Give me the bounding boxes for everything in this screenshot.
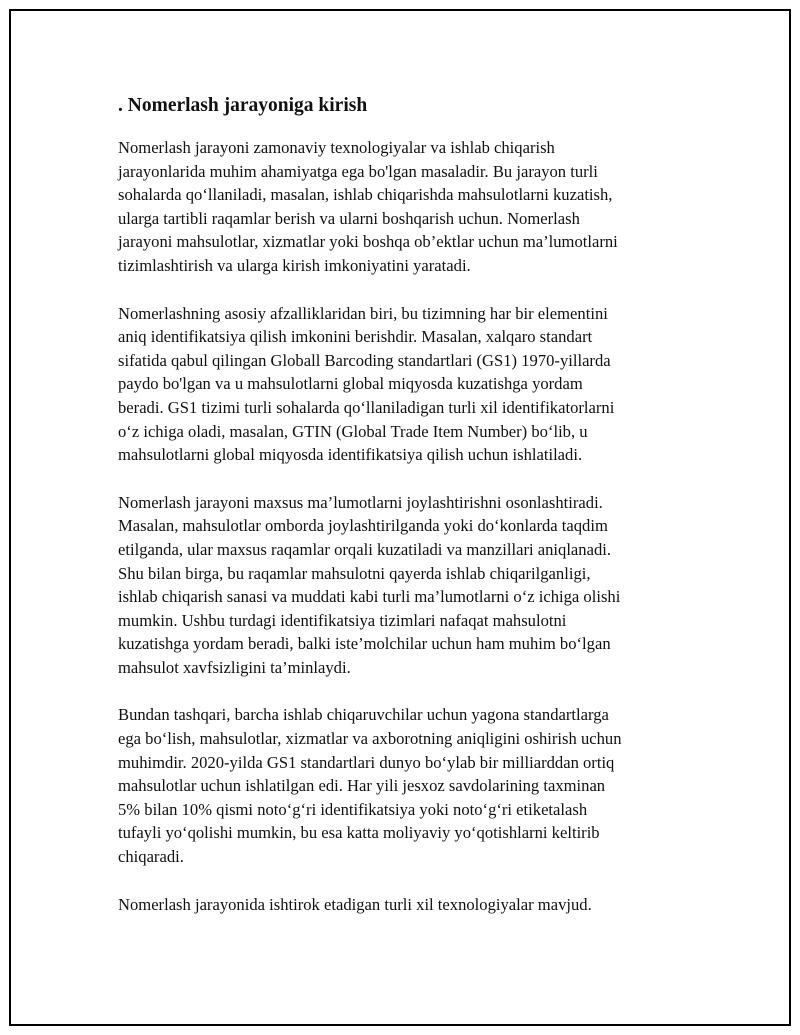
paragraph-1 [118,136,678,278]
text-line: Shu bilan birga, bu raqamlar mahsulotni qayerda ishlab chiqarilganligi, [118,563,591,583]
text-line: jarayonlarida muhim ahamiyatga ega bo'lgan masaladir. Bu jarayon turli [118,161,598,181]
text-line: Bundan tashqari, barcha ishlab chiqaruvchilar uchun yagona standartlarga [118,705,609,725]
text-line: chiqaradi. [118,847,184,867]
section-heading: . Nomerlash jarayoniga kirish [118,95,368,116]
paragraph-5 [118,893,678,917]
paragraph-4 [118,703,678,868]
text-line: etilganda, ular maxsus raqamlar orqali kuzatiladi va manzillari aniqlanadi. [118,539,612,559]
text-line: mahsulotlar uchun ishlatilgan edi. Har yili jesxoz savdolarining taxminan [118,776,606,796]
text-line: aniq identifikatsiya qilish imkonini berishdir. Masalan, xalqaro standart [118,327,593,347]
text-line: ega bo‘lish, mahsulotlar, xizmatlar va axborotning aniqligini oshirish uchun [118,729,622,749]
paragraph-2 [118,302,678,467]
text-line: sifatida qabul qilingan Globall Barcoding standartlari (GS1) 1970-yillarda [118,350,611,370]
text-line: kuzatishga yordam beradi, balki iste’molchilar uchun ham muhim bo‘lgan [118,634,611,654]
text-line: mumkin. Ushbu turdagi identifikatsiya tizimlari nafaqat mahsulotni [118,610,567,630]
text-line: mahsulot xavfsizligini ta’minlaydi. [118,657,351,677]
document-body [118,94,678,940]
text-line: sohalarda qo‘llaniladi, masalan, ishlab chiqarishda mahsulotlarni kuzatish, [118,185,613,205]
paragraph-3 [118,491,678,680]
text-line: paydo bo'lgan va u mahsulotlarni global miqyosda kuzatishga yordam [118,374,583,394]
text-line: Masalan, mahsulotlar omborda joylashtirilganda yoki do‘konlarda taqdim [118,516,608,536]
text-line: muhimdir. 2020-yilda GS1 standartlari dunyo bo‘ylab bir milliarddan ortiq [118,752,615,772]
text-line: Nomerlash jarayoni zamonaviy texnologiyalar va ishlab chiqarish [118,138,555,157]
text-line: o‘z ichiga oladi, masalan, GTIN (Global Trade Item Number) bo‘lib, u [118,421,588,441]
text-line: Nomerlashning asosiy afzalliklaridan biri, bu tizimning har bir elementini [118,303,608,323]
text-line: jarayoni mahsulotlar, xizmatlar yoki boshqa ob’ektlar uchun ma’lumotlarni [118,232,618,252]
text-line: beradi. GS1 tizimi turli sohalarda qo‘llaniladigan turli xil identifikatorlarni [118,397,615,417]
text-line: tufayli yo‘qolishi mumkin, bu esa katta moliyaviy yo‘qotishlarni keltirib [118,823,600,843]
text-line: tizimlashtirish va ularga kirish imkoniyatini yaratadi. [118,255,471,275]
text-line: mahsulotlarni global miqyosda identifikatsiya qilish uchun ishlatiladi. [118,445,583,465]
text-line: 5% bilan 10% qismi noto‘g‘ri identifikatsiya yoki noto‘g‘ri etiketalash [118,799,588,819]
text-line: ishlab chiqarish sanasi va muddati kabi turli ma’lumotlarni o‘z ichiga olishi [118,587,621,607]
text-line: Nomerlash jarayonida ishtirok etadigan turli xil texnologiyalar mavjud. [118,894,592,914]
text-line: ularga tartibli raqamlar berish va ularni boshqarish uchun. Nomerlash [118,208,580,228]
text-line: Nomerlash jarayoni maxsus ma’lumotlarni joylashtirishni osonlashtiradi. [118,492,603,512]
